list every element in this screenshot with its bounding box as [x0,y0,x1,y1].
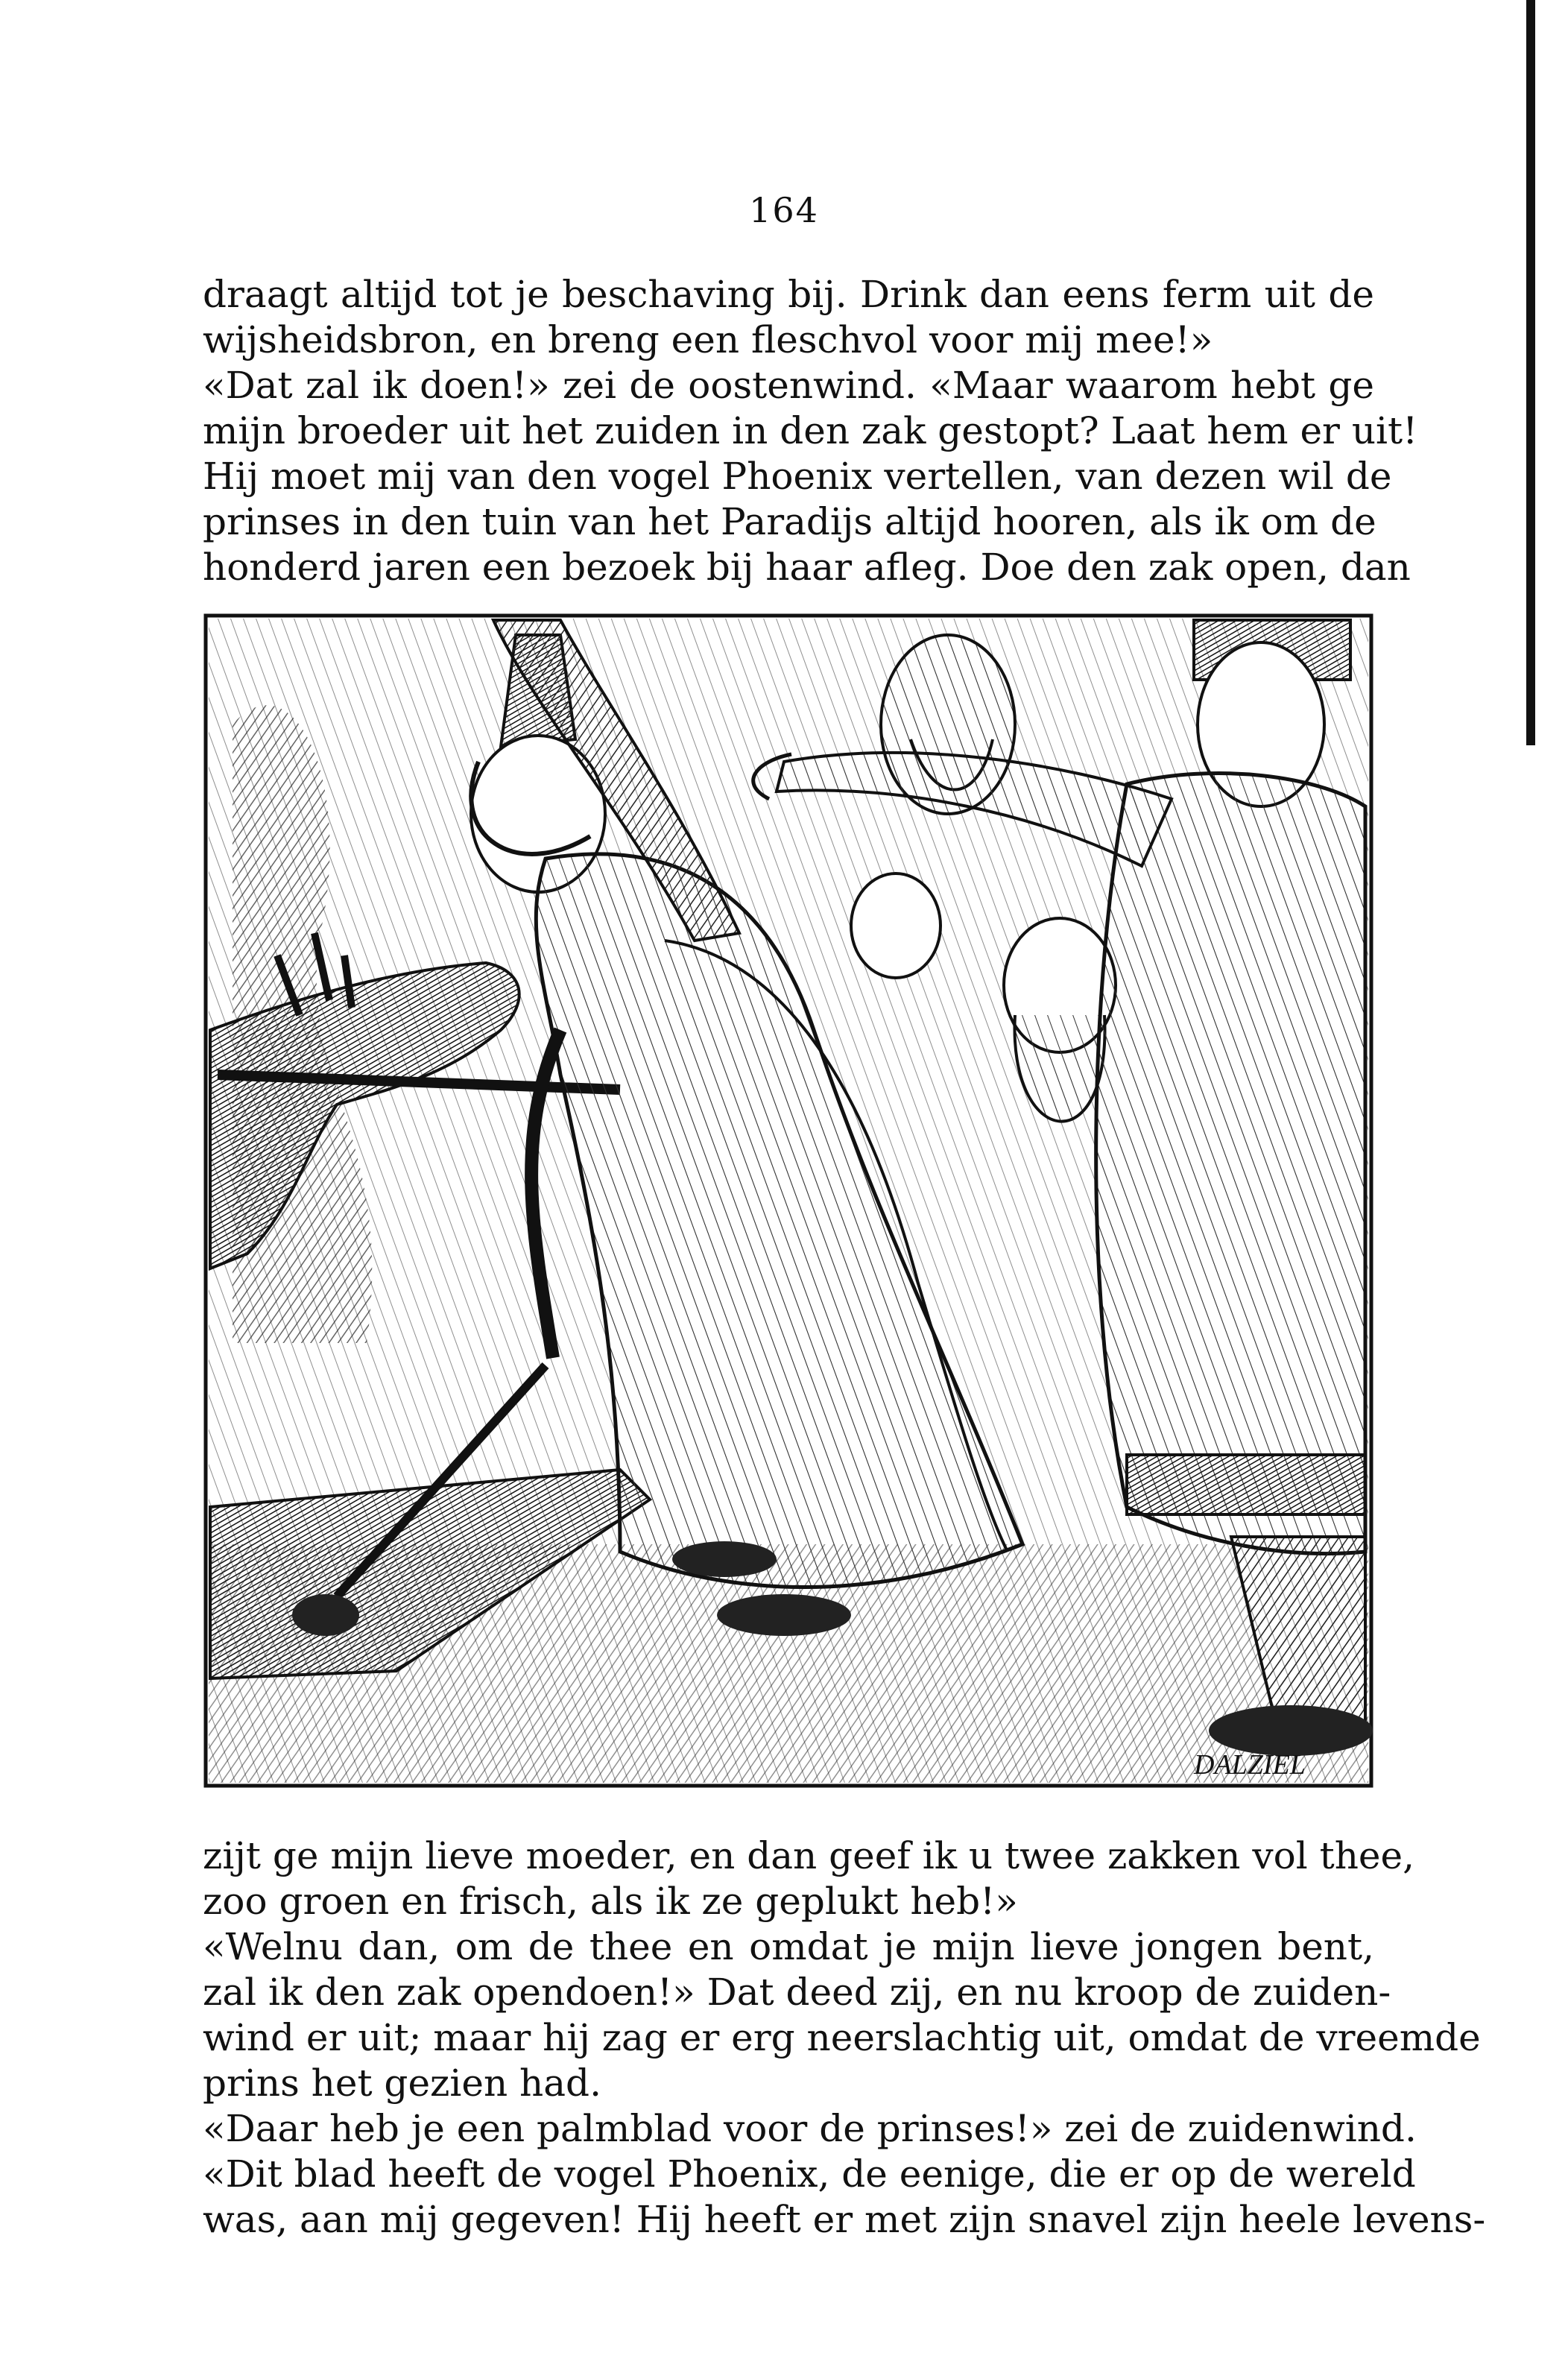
text-block-top [203,272,1418,590]
text-line: «Daar heb je een palmblad voor de prinses!» zei de zuidenwind. [203,2107,1417,2150]
text-line: zijt ge mijn lieve moeder, en dan geef ik u twee zakken vol thee, [203,1834,1414,1877]
engraver-signature: DALZIEL [1194,1749,1306,1781]
text-line: was, aan mij gegeven! Hij heeft er met zijn snavel zijn heele levens- [203,2198,1486,2241]
text-line: draagt altijd tot je beschaving bij. Drink dan eens ferm uit de [203,273,1374,316]
text-line: mijn broeder uit het zuiden in den zak gestopt? Laat hem er uit! [203,409,1418,452]
text-line: prins het gezien had. [203,2061,601,2105]
text-line: wijsheidsbron, en breng een fleschvol voor mij mee!» [203,318,1213,361]
text-line: wind er uit; maar hij zag er erg neerslachtig uit, omdat de vreemde [203,2016,1481,2059]
text-line: zoo groen en frisch, als ik ze geplukt heb!» [203,1880,1018,1923]
text-line: prinses in den tuin van het Paradijs altijd hooren, als ik om de [203,500,1376,543]
page-number: 164 [749,190,819,230]
text-line: «Dat zal ik doen!» zei de oostenwind. «Maar waarom hebt ge [203,364,1374,407]
text-line: «Welnu dan, om de thee en omdat je mijn lieve jongen bent, [203,1925,1374,1968]
text-line: honderd jaren een bezoek bij haar afleg. Doe den zak open, dan [203,546,1411,589]
page-edge-shadow [1526,0,1535,745]
text-line: Hij moet mij van den vogel Phoenix vertellen, van dezen wil de [203,455,1392,498]
text-block-bottom [203,1833,1486,2243]
engraving-illustration [203,613,1374,1789]
text-line: zal ik den zak opendoen!» Dat deed zij, en nu kroop de zuiden- [203,1971,1391,2014]
text-line: «Dit blad heeft de vogel Phoenix, de eenige, die er op de wereld [203,2152,1416,2196]
